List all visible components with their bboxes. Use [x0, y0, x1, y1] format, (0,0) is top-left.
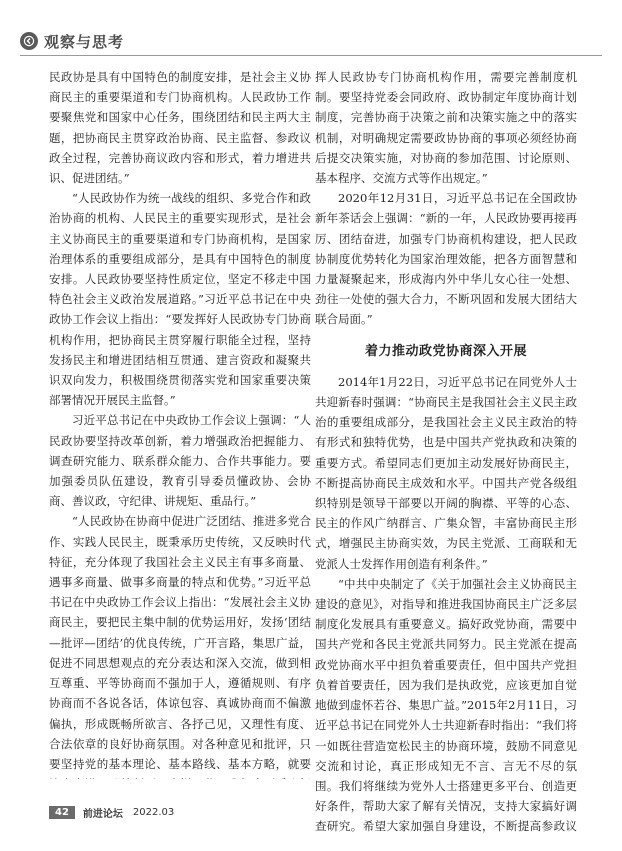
section-title: 观察与思考 — [44, 32, 125, 51]
issue-number: 2022.03 — [132, 806, 175, 818]
paragraph: “人民政协作为统一战线的组织、多党合作和政治协商的机构、人民民主的重要实现形式，是社会主义协商民主的重要渠道和专门协商机构，是国家治理体系的重要组成部分，是具有中国特色的制度安排。人民政协要坚持性质定位，坚定不移走中国特色社会主义政治发展道路。”习近平总书记在中央政协工作会议上指出：“要发挥好人民政协专门协商机构作用，把协商民主贯穿履行职能全过程，坚持发扬民主和增进团结相互贯通、建言资政和凝聚共识双向发力，积极围绕贯彻落实党和国家重要决策部署情况开展民主监督。” — [49, 191, 311, 408]
left-column — [49, 67, 311, 779]
paragraph: 2014年1月22日，习近平总书记在同党外人士共迎新春时强调：“协商民主是我国社会主义民主政治的重要组成部分，是我国社会主义民主政治的特有形式和独特优势，也是中国共产党执政和决策的重要方式。希望同志们更加主动发展好协商民主，不断提高协商民主成效和水平。中国共产党各级组织特别是领导干部要以开阔的胸襟、平等的心态、民主的作风广纳群言、广集众智，丰富协商民主形式，增强民主协商实效，为民主党派、工商联和无党派人士发挥作用创造有利条件。” — [315, 374, 577, 571]
subsection-heading: 着力推动政党协商深入开展 — [364, 343, 527, 359]
section-header — [20, 29, 440, 53]
paragraph: 习近平总书记在中央政协工作会议上强调：“人民政协要坚持改革创新，着力增强政治把握能力、调查研究能力、联系群众能力、合作共事能力。要加强委员队伍建设，教育引导委员懂政协、会协商、善议政，守纪律、讲规矩、重品行。” — [49, 413, 311, 509]
paragraph: 民政协是具有中国特色的制度安排，是社会主义协商民主的重要渠道和专门协商机构。人民政协工作要聚焦党和国家中心任务，围绕团结和民主两大主题，把协商民主贯穿政治协商、民主监督、参政议政全过程，完善协商议政内容和形式，着力增进共识、促进团结。” — [49, 70, 311, 186]
page-footer — [49, 804, 174, 820]
page-number: 42 — [49, 806, 75, 819]
paragraph: “人民政协在协商中促进广泛团结、推进多党合作、实践人民民主，既秉承历史传统，又反映时代特征，充分体现了我国社会主义民主有事多商量、遇事多商量、做事多商量的特点和优势。”习近平总书记在中央政协工作会议上指出：“发展社会主义协商民主，要把民主集中制的优势运用好，发扬‘团结—批评—团结’的优良传统，广开言路，集思广益，促进不同思想观点的充分表达和深入交流，做到相互尊重、平等协商而不强加于人，遵循规则、有序协商而不各说各话，体谅包容、真诚协商而不偏激偏执，形成既畅所欲言、各抒己见，又理性有度、合法依章的良好协商氛围。对各种意见和批评，只要坚持党的基本理论、基本路线、基本方略，就要 — [49, 514, 311, 771]
publication-name: 前进论坛 — [82, 808, 123, 820]
section-arrow-icon — [20, 32, 38, 50]
header-divider — [20, 55, 602, 56]
right-column — [315, 67, 577, 839]
paragraph: “中共中央制定了《关于加强社会主义协商民主建设的意见》，对指导和推进我国协商民主广泛多层制度化发展具有重要意义。搞好政党协商，需要中国共产党和各民主党派共同努力。民主党派在提高政党协商水平中担负着重要责任，但中国共产党担负着首要责任，因为我们是执政党，应该更加自觉地做到虚怀若谷、集思广益。”2015年2月11日，习近平总书记在同党外人士共迎新春时指出：“我们将一如既往营造宽松民主的协商环境，鼓励不同意见交流和讨论，真正形成知无不言、言无不尽的氛围。我们将继续为党外人士搭建更多平台、创造更好条件，帮助大家了解有关情况，支持大家搞好调查研究。希望大家加强自身建设，不断提高参政议 — [315, 576, 577, 834]
paragraph: 挥人民政协专门协商机构作用，需要完善制度机制。要坚持党委会同政府、政协制定年度协商计划制度，完善协商于决策之前和决策实施之中的落实机制，对明确规定需要政协协商的事项必须经协商后提交决策实施，对协商的参加范围、讨论原则、基本程序、交流方式等作出规定。” — [315, 70, 577, 186]
paragraph: 2020年12月31日，习近平总书记在全国政协新年茶话会上强调：“新的一年，人民政协要再接再厉、团结奋进，加强专门协商机构建设，把人民政协制度优势转化为国家治理效能，把各方面智慧和力量凝聚起来，形成海内外中华儿女心往一处想、劲往一处使的强大合力，不断巩固和发展大团结大联合局面。” — [315, 191, 577, 327]
